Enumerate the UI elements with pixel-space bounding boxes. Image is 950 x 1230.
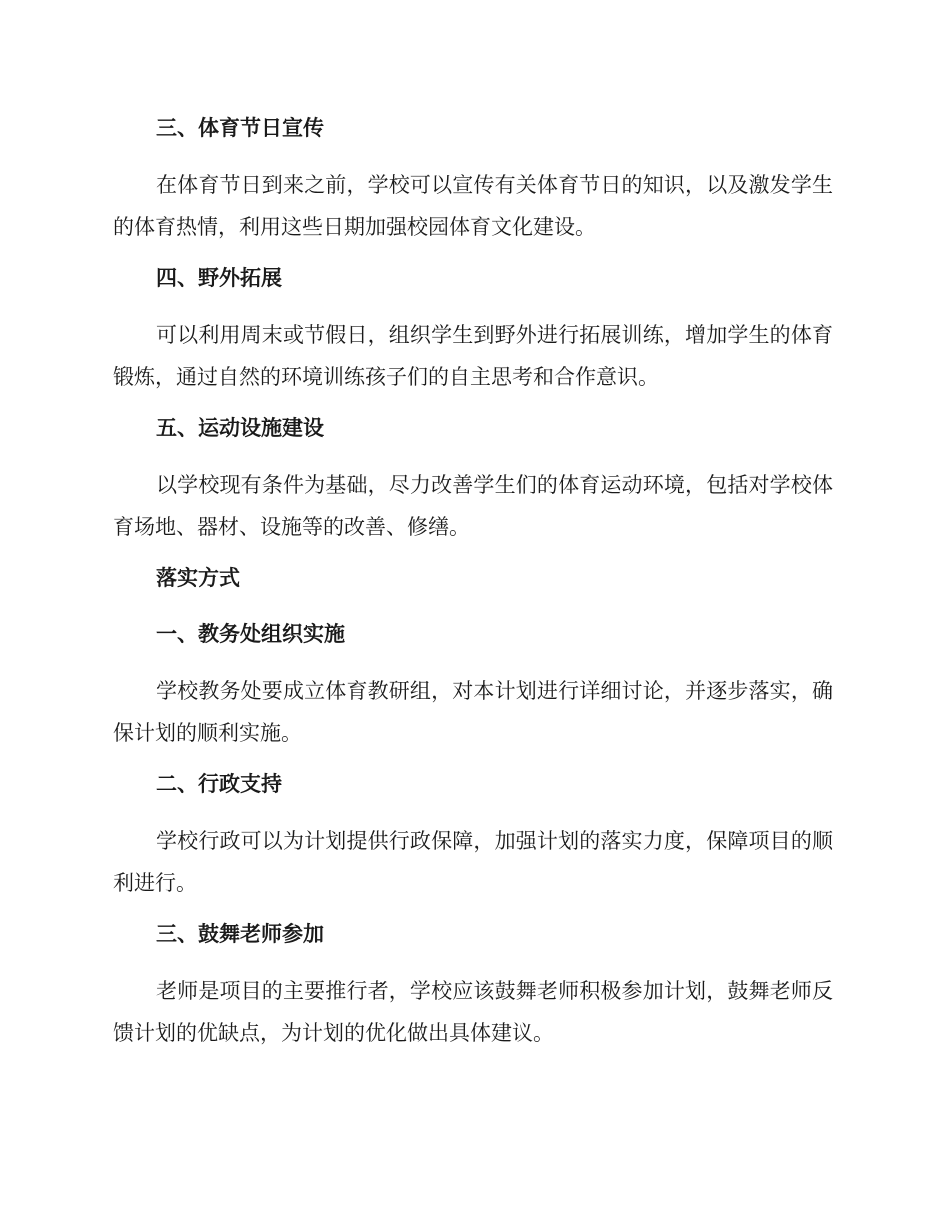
section-heading-sports-festival: 三、体育节日宣传 bbox=[156, 115, 324, 140]
paragraph-facility-construction: 以学校现有条件为基础，尽力改善学生们的体育运动环境，包括对学校体育场地、器材、设施等的改善、修缮。 bbox=[113, 473, 833, 539]
section-heading-implementation: 落实方式 bbox=[156, 565, 240, 590]
paragraph-sports-festival: 在体育节日到来之前，学校可以宣传有关体育节日的知识，以及激发学生的体育热情，利用这些日期加强校园体育文化建设。 bbox=[113, 173, 833, 239]
paragraph-outdoor-expansion: 可以利用周末或节假日，组织学生到野外进行拓展训练，增加学生的体育锻炼，通过自然的环境训练孩子们的自主思考和合作意识。 bbox=[113, 323, 833, 389]
document-page bbox=[113, 108, 833, 1064]
section-heading-teacher-participation: 三、鼓舞老师参加 bbox=[156, 921, 324, 946]
paragraph-admin-support: 学校行政可以为计划提供行政保障，加强计划的落实力度，保障项目的顺利进行。 bbox=[113, 829, 833, 895]
paragraph-academic-office: 学校教务处要成立体育教研组，对本计划进行详细讨论，并逐步落实，确保计划的顺利实施。 bbox=[113, 679, 833, 745]
paragraph-teacher-participation: 老师是项目的主要推行者，学校应该鼓舞老师积极参加计划，鼓舞老师反馈计划的优缺点，为计划的优化做出具体建议。 bbox=[113, 979, 833, 1045]
section-heading-academic-office: 一、教务处组织实施 bbox=[156, 621, 345, 646]
section-heading-admin-support: 二、行政支持 bbox=[156, 771, 282, 796]
section-heading-facility-construction: 五、运动设施建设 bbox=[156, 415, 324, 440]
section-heading-outdoor-expansion: 四、野外拓展 bbox=[156, 265, 282, 290]
